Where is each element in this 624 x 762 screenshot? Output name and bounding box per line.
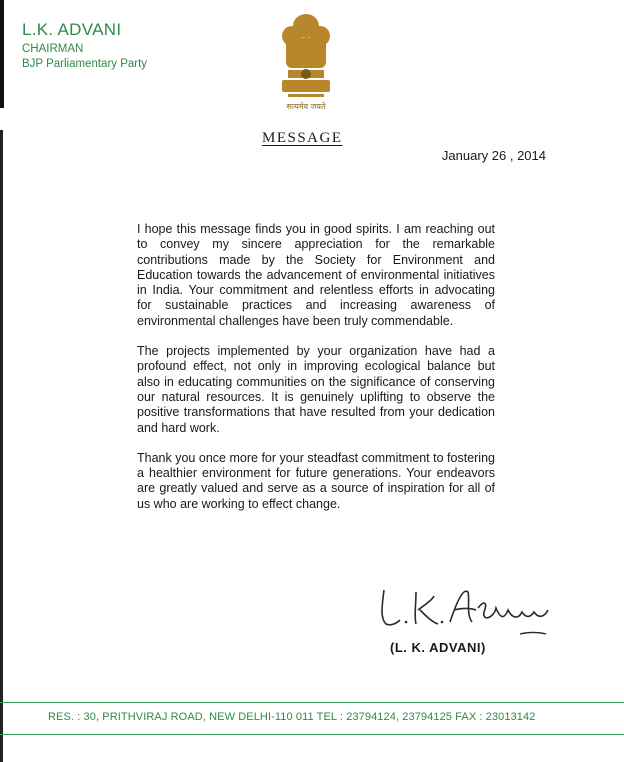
scan-edge [0,130,3,762]
letterhead-title: CHAIRMAN [22,43,84,55]
letter-body [137,222,495,527]
scan-edge [0,0,4,108]
paragraph: The projects implemented by your organization have had a profound effect, not only in improving ecological balance but also in educating communities on the significance of conserving our natural resources. It is genuinely uplifting to observe the positive transformations that have resulted from your dedication and hard work. [137,344,495,435]
letterhead [22,20,147,70]
letterhead-name: L.K. ADVANI [22,20,122,39]
paragraph: Thank you once more for your steadfast commitment to fostering a healthier environment for future generations. Your endeavors are greatly valued and serve as a source of inspiration for all of us who are working to effect change. [137,450,495,511]
signatory-name: (L. K. ADVANI) [390,640,486,655]
message-title: MESSAGE [262,130,343,146]
signature [376,578,576,648]
letter-date: January 26 , 2014 [441,148,546,163]
emblem-motto: सत्यमेव जयते [286,102,326,111]
footer-address: RES. : 30, PRITHVIRAJ ROAD, NEW DELHI-110 011 TEL : 23794124, 23794125 FAX : 23013142 [48,711,536,723]
paragraph: I hope this message finds you in good spirits. I am reaching out to convey my sincere appreciation for the remarkable contributions made by the Society for Environment and Education towards the advancement of environmental initiatives in India. Your commitment and relentless efforts in advocating for sustainable practices and increasing awareness of environmental challenges have been truly commendable. [137,222,495,328]
footer-rule [0,734,624,735]
national-emblem-icon [270,8,342,112]
footer-rule [0,702,624,703]
letterhead-org: BJP Parliamentary Party [22,58,148,70]
